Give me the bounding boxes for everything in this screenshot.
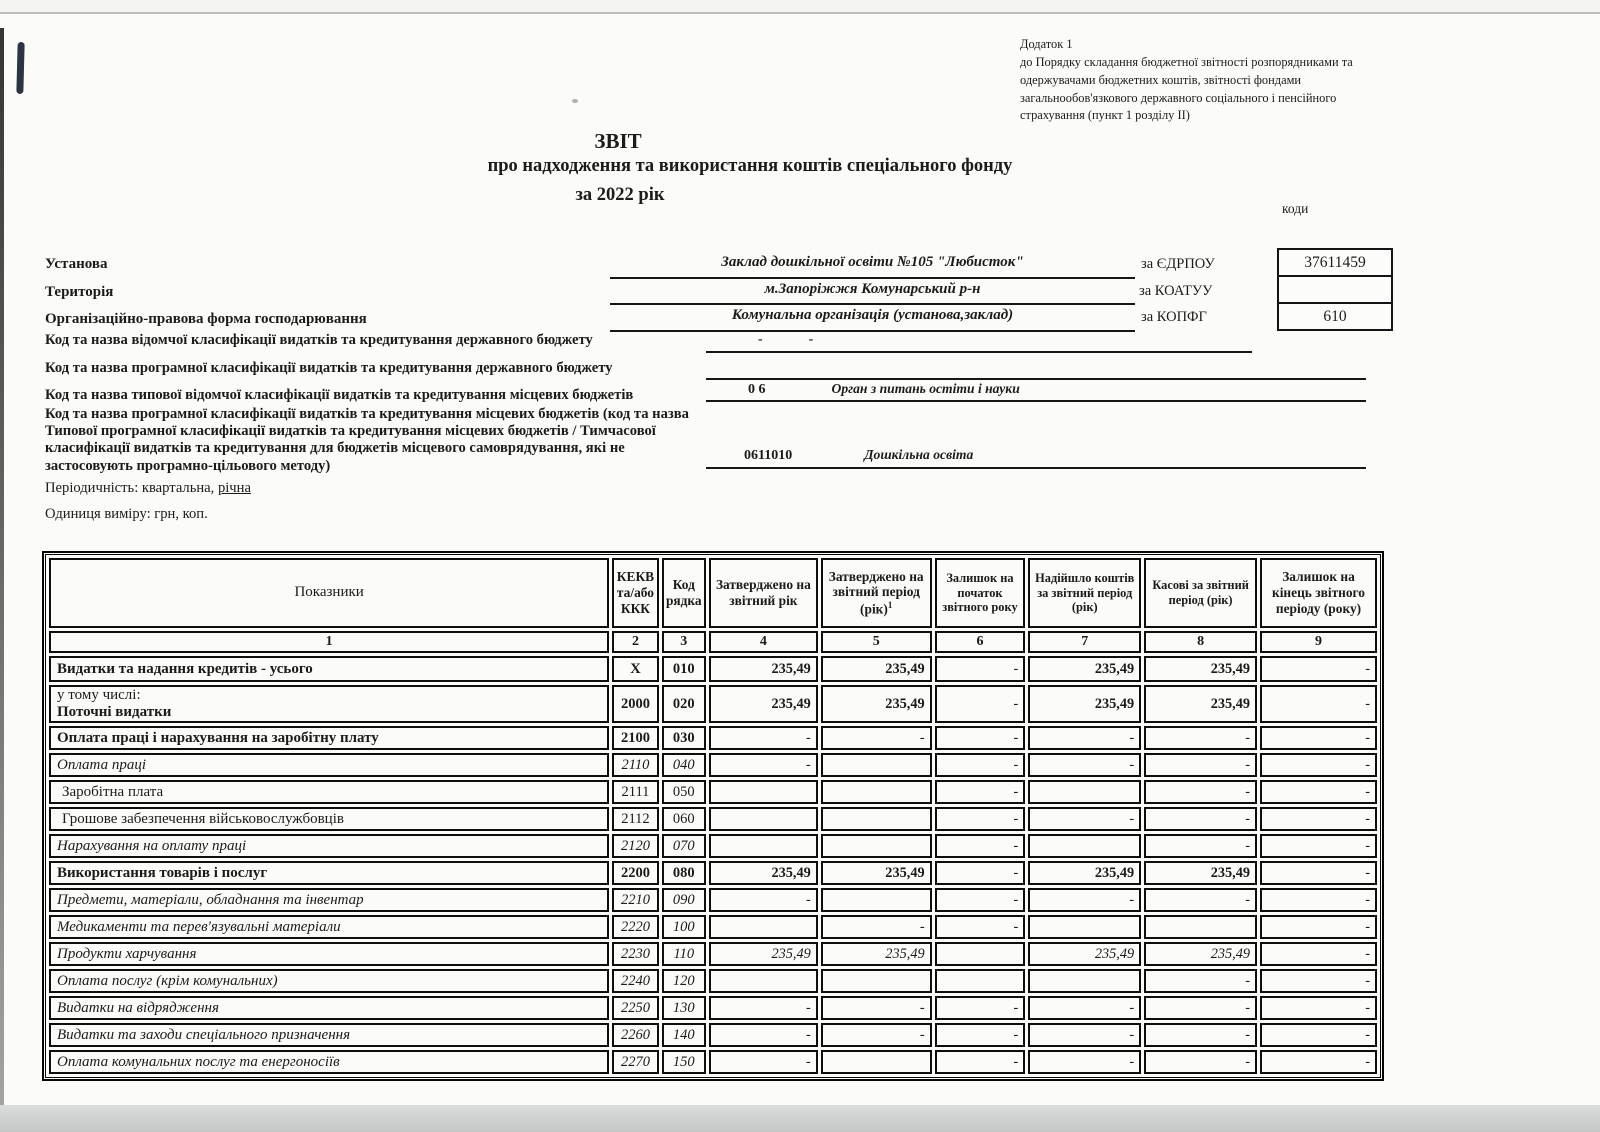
indicator-name: Оплата комунальних послуг та енергоносіїв [49, 1050, 609, 1074]
scan-left-edge [0, 28, 4, 1132]
edrpou-label: за ЄДРПОУ [1141, 256, 1215, 272]
table-row [49, 834, 1377, 858]
kekv-cell: 2250 [612, 996, 658, 1020]
unit-line: Одиниця виміру: грн, коп. [45, 506, 208, 522]
value-cell [821, 969, 932, 993]
value-cell: - [935, 834, 1026, 858]
value-cell: - [1260, 969, 1377, 993]
kekv-cell: 2200 [612, 861, 658, 885]
value-cell: - [1028, 726, 1141, 750]
edrpou-value: 37611459 [1304, 254, 1366, 271]
value-cell: 235,49 [1028, 685, 1141, 723]
row-code-cell: 020 [662, 685, 706, 723]
cls-row3-code: 0 6 [748, 382, 766, 397]
table-row [49, 656, 1377, 682]
kopfg-label: за КОПФГ [1141, 309, 1207, 325]
value-cell [709, 834, 818, 858]
value-cell: - [709, 753, 818, 777]
value-cell: - [1260, 915, 1377, 939]
row-code-cell: 150 [662, 1050, 706, 1074]
value-cell [821, 780, 932, 804]
row-code-cell: 080 [662, 861, 706, 885]
indicator-name: Видатки та заходи спеціального призначення [49, 1023, 609, 1047]
cls-row4-label: Код та назва програмної класифікації видатків та кредитування місцевих бюджетів (код та назва Типової програмної класифікації видатків та кредитування місцевих бюджетів / Тимчасової класифікації видатків та кредитування для бюджетів місцевого самоврядування, які не застосовують програмно-цільового методу) [45, 406, 689, 474]
appendix-line: загальнообов'язкового державного соціального і пенсійного [1020, 90, 1337, 105]
value-cell [821, 834, 932, 858]
value-cell: - [1028, 753, 1141, 777]
col-header-cash: Касові за звітний період (рік) [1144, 558, 1257, 628]
value-cell [709, 969, 818, 993]
row-code-cell: 010 [662, 656, 706, 682]
indicator-name: Видатки на відрядження [49, 996, 609, 1020]
cls-row3-value: Орган з питань остіти і науки [831, 381, 1020, 396]
cls-row1-label: Код та назва відомчої класифікації видатків та кредитування державного бюджету [45, 332, 593, 348]
value-cell: - [1144, 1023, 1257, 1047]
indicator-name: Заробітна плата [49, 780, 609, 804]
indicator-name: Видатки та надання кредитів - усього [49, 656, 609, 682]
kekv-cell: 2111 [612, 780, 658, 804]
table-row [49, 726, 1377, 750]
cls-row3-line [706, 380, 1366, 402]
value-cell: - [709, 1050, 818, 1074]
kekv-cell: 2230 [612, 942, 658, 966]
value-cell: 235,49 [709, 942, 818, 966]
value-cell: - [1028, 1023, 1141, 1047]
value-cell: - [1260, 1023, 1377, 1047]
row-code-cell: 090 [662, 888, 706, 912]
kekv-cell: 2210 [612, 888, 658, 912]
scan-bottom-edge [0, 1105, 1600, 1132]
col-header-approved-period [821, 558, 932, 628]
cls-row3-label: Код та назва типової відомчої класифікації видатків та кредитування місцевих бюджетів [45, 387, 634, 403]
col-header-approved-year: Затверджено на звітний рік [709, 558, 818, 628]
cls-row4-value: Дошкільна освіта [864, 447, 974, 462]
field-value-terytoriia [610, 280, 1135, 305]
value-cell [821, 753, 932, 777]
value-cell: 235,49 [1028, 942, 1141, 966]
value-cell [709, 807, 818, 831]
value-cell: - [1028, 807, 1141, 831]
value-cell: - [1260, 656, 1377, 682]
value-cell: - [821, 726, 932, 750]
value-cell: - [935, 861, 1026, 885]
footnote-ref-1: 1 [887, 600, 893, 611]
row-code-cell: 110 [662, 942, 706, 966]
cls-row1-dash2: - [808, 332, 814, 347]
indicator-name: Оплата праці [49, 753, 609, 777]
col-num: 1 [49, 631, 609, 653]
value-cell [1028, 780, 1141, 804]
kekv-cell: 2270 [612, 1050, 658, 1074]
row-code-cell: 140 [662, 1023, 706, 1047]
col-header-balance-begin: Залишок на початок звітного року [935, 558, 1026, 628]
table-row [49, 996, 1377, 1020]
value-cell: - [935, 656, 1026, 682]
table-row [49, 942, 1377, 966]
value-cell: - [1260, 807, 1377, 831]
staple-mark [16, 42, 24, 94]
col-header-kekv: КЕКВ та/або ККК [612, 558, 658, 628]
value-cell: - [1028, 1050, 1141, 1074]
value-cell: 235,49 [821, 861, 932, 885]
col-header-kod-riadka: Код рядка [662, 558, 706, 628]
scan-speck [572, 99, 578, 103]
value-cell: - [1260, 888, 1377, 912]
cls-row4-line [706, 446, 1366, 469]
value-cell: 235,49 [821, 656, 932, 682]
indicator-name: Медикаменти та перев'язувальні матеріали [49, 915, 609, 939]
row-code-cell: 040 [662, 753, 706, 777]
value-cell: 235,49 [709, 656, 818, 682]
value-cell: 235,49 [1028, 656, 1141, 682]
scan-top-edge [0, 0, 1600, 14]
value-cell: - [1144, 753, 1257, 777]
row-code-cell: 070 [662, 834, 706, 858]
periodicity-richna: річна [217, 480, 251, 496]
kekv-cell: 2220 [612, 915, 658, 939]
col-header-received: Надійшло коштів за звітний період (рік) [1028, 558, 1141, 628]
report-table [42, 551, 1384, 1081]
table-row [49, 753, 1377, 777]
value-cell: - [821, 915, 932, 939]
kekv-cell: X [612, 656, 658, 682]
indicator-name: Використання товарів і послуг [49, 861, 609, 885]
appendix-line: до Порядку складання бюджетної звітності розпорядниками та [1020, 54, 1353, 69]
cls-row4-code: 0611010 [744, 448, 793, 463]
value-cell: - [1260, 753, 1377, 777]
value-cell: - [709, 888, 818, 912]
value-cell: - [1144, 969, 1257, 993]
table-row [49, 1050, 1377, 1074]
value-cell: - [709, 1023, 818, 1047]
value-cell [709, 915, 818, 939]
col-header-pokaznyky: Показники [49, 558, 609, 628]
field-label-opf: Організаційно-правова форма господарювання [45, 311, 367, 327]
col-num: 6 [935, 631, 1026, 653]
indicator-name: Оплата послуг (крім комунальних) [49, 969, 609, 993]
value-cell: - [1260, 861, 1377, 885]
report-title: ЗВІТ [594, 129, 642, 153]
table-row [49, 915, 1377, 939]
kekv-cell: 2000 [612, 685, 658, 723]
value-cell: - [1260, 685, 1377, 723]
appendix-line: Додаток 1 [1020, 37, 1073, 51]
field-label-terytoriia: Територія [45, 284, 114, 300]
indicator-name: Предмети, матеріали, обладнання та інвентар [49, 888, 609, 912]
value-cell: - [1144, 834, 1257, 858]
col-num: 2 [612, 631, 658, 653]
kekv-cell: 2112 [612, 807, 658, 831]
indicator-name: Продукти харчування [49, 942, 609, 966]
value-cell: - [935, 1050, 1026, 1074]
col-num: 7 [1028, 631, 1141, 653]
value-cell: - [1144, 888, 1257, 912]
value-cell [1028, 834, 1141, 858]
table-row [49, 861, 1377, 885]
value-cell: - [935, 780, 1026, 804]
row-code-cell: 130 [662, 996, 706, 1020]
value-cell: - [821, 1023, 932, 1047]
indicator-name: Оплата праці і нарахування на заробітну плату [49, 726, 609, 750]
value-cell: 235,49 [821, 685, 932, 723]
cls-row1-dash1: - [758, 332, 763, 347]
table-row [49, 888, 1377, 912]
value-cell [1144, 915, 1257, 939]
table-row [49, 685, 1377, 723]
kekv-cell: 2100 [612, 726, 658, 750]
koatuu-label: за КОАТУУ [1139, 283, 1213, 299]
value-cell: - [1028, 888, 1141, 912]
col-num: 5 [821, 631, 932, 653]
value-cell: - [821, 996, 932, 1020]
value-cell: - [709, 726, 818, 750]
value-cell: - [1260, 834, 1377, 858]
value-cell: - [1260, 780, 1377, 804]
value-cell: - [1144, 807, 1257, 831]
value-cell: - [935, 915, 1026, 939]
row-code-cell: 120 [662, 969, 706, 993]
row-code-cell: 050 [662, 780, 706, 804]
indicator-name: Грошове забезпечення військовослужбовців [49, 807, 609, 831]
value-cell [709, 780, 818, 804]
value-cell [821, 888, 932, 912]
indicator-name [49, 685, 609, 723]
field-label-ustanova: Установа [45, 256, 108, 272]
codes-caption: коди [1282, 201, 1309, 216]
field-value-opf [610, 306, 1135, 332]
col-num: 8 [1144, 631, 1257, 653]
value-cell: - [1144, 726, 1257, 750]
codes-box [1277, 248, 1393, 331]
indicator-name-bottom: Поточні видатки [57, 704, 172, 720]
value-cell [821, 807, 932, 831]
value-cell [1028, 915, 1141, 939]
value-cell: 235,49 [1028, 861, 1141, 885]
territory-name: м.Запоріжжя Комунарський р-н [764, 281, 981, 297]
col-num: 3 [662, 631, 706, 653]
value-cell: - [935, 807, 1026, 831]
kopfg-value: 610 [1279, 302, 1391, 329]
value-cell: - [935, 685, 1026, 723]
appendix-note [1020, 36, 1400, 125]
value-cell: - [935, 753, 1026, 777]
value-cell: - [1260, 996, 1377, 1020]
col-header-balance-end: Залишок на кінець звітного періоду (року) [1260, 558, 1377, 628]
value-cell: - [1260, 942, 1377, 966]
value-cell: - [1144, 996, 1257, 1020]
value-cell [821, 1050, 932, 1074]
value-cell: 235,49 [709, 861, 818, 885]
value-cell: - [935, 996, 1026, 1020]
periodicity-line [45, 480, 251, 497]
kekv-cell: 2240 [612, 969, 658, 993]
kekv-cell: 2110 [612, 753, 658, 777]
table-row [49, 807, 1377, 831]
value-cell: - [935, 888, 1026, 912]
table-row [49, 1023, 1377, 1047]
col-num: 9 [1260, 631, 1377, 653]
koatuu-value [1279, 275, 1391, 302]
col-header-approved-period-text: Затверджено на звітний період (рік) [828, 568, 924, 617]
opf-name: Комунальна організація (установа,заклад) [731, 307, 1014, 323]
report-period: за 2022 рік [575, 185, 665, 205]
value-cell: - [1144, 1050, 1257, 1074]
value-cell: 235,49 [821, 942, 932, 966]
value-cell [935, 969, 1026, 993]
value-cell: - [1028, 996, 1141, 1020]
kekv-cell: 2120 [612, 834, 658, 858]
row-code-cell: 030 [662, 726, 706, 750]
periodicity-prefix: Періодичність: квартальна, [45, 480, 218, 496]
kekv-cell: 2260 [612, 1023, 658, 1047]
value-cell: 235,49 [1144, 942, 1257, 966]
value-cell: 235,49 [1144, 861, 1257, 885]
value-cell: - [935, 726, 1026, 750]
institution-name: Заклад дошкільної освіти №105 "Любисток" [721, 254, 1024, 270]
value-cell: 235,49 [709, 685, 818, 723]
table-row [49, 969, 1377, 993]
value-cell: - [935, 1023, 1026, 1047]
table-header-row [49, 558, 1377, 628]
row-code-cell: 100 [662, 915, 706, 939]
cls-row2-label: Код та назва програмної класифікації видатків та кредитування державного бюджету [45, 360, 613, 376]
appendix-line: страхування (пункт 1 розділу II) [1020, 108, 1190, 123]
table-row [49, 780, 1377, 804]
value-cell: - [1260, 726, 1377, 750]
col-num: 4 [709, 631, 818, 653]
value-cell: - [1144, 780, 1257, 804]
value-cell: 235,49 [1144, 685, 1257, 723]
row-code-cell: 060 [662, 807, 706, 831]
value-cell [1028, 969, 1141, 993]
value-cell [935, 942, 1026, 966]
column-number-row [49, 631, 1377, 653]
value-cell: - [709, 996, 818, 1020]
cls-row2-line [706, 357, 1366, 380]
appendix-line: одержувачами бюджетних коштів, звітності фондами [1020, 72, 1302, 87]
indicator-name: Нарахування на оплату праці [49, 834, 609, 858]
cls-row1-line [706, 330, 1252, 353]
value-cell: - [1260, 1050, 1377, 1074]
field-value-ustanova [610, 253, 1135, 279]
value-cell: 235,49 [1144, 656, 1257, 682]
report-subtitle: про надходження та використання коштів спеціального фонду [487, 156, 1013, 176]
indicator-name-top: у тому числі: [57, 687, 141, 704]
